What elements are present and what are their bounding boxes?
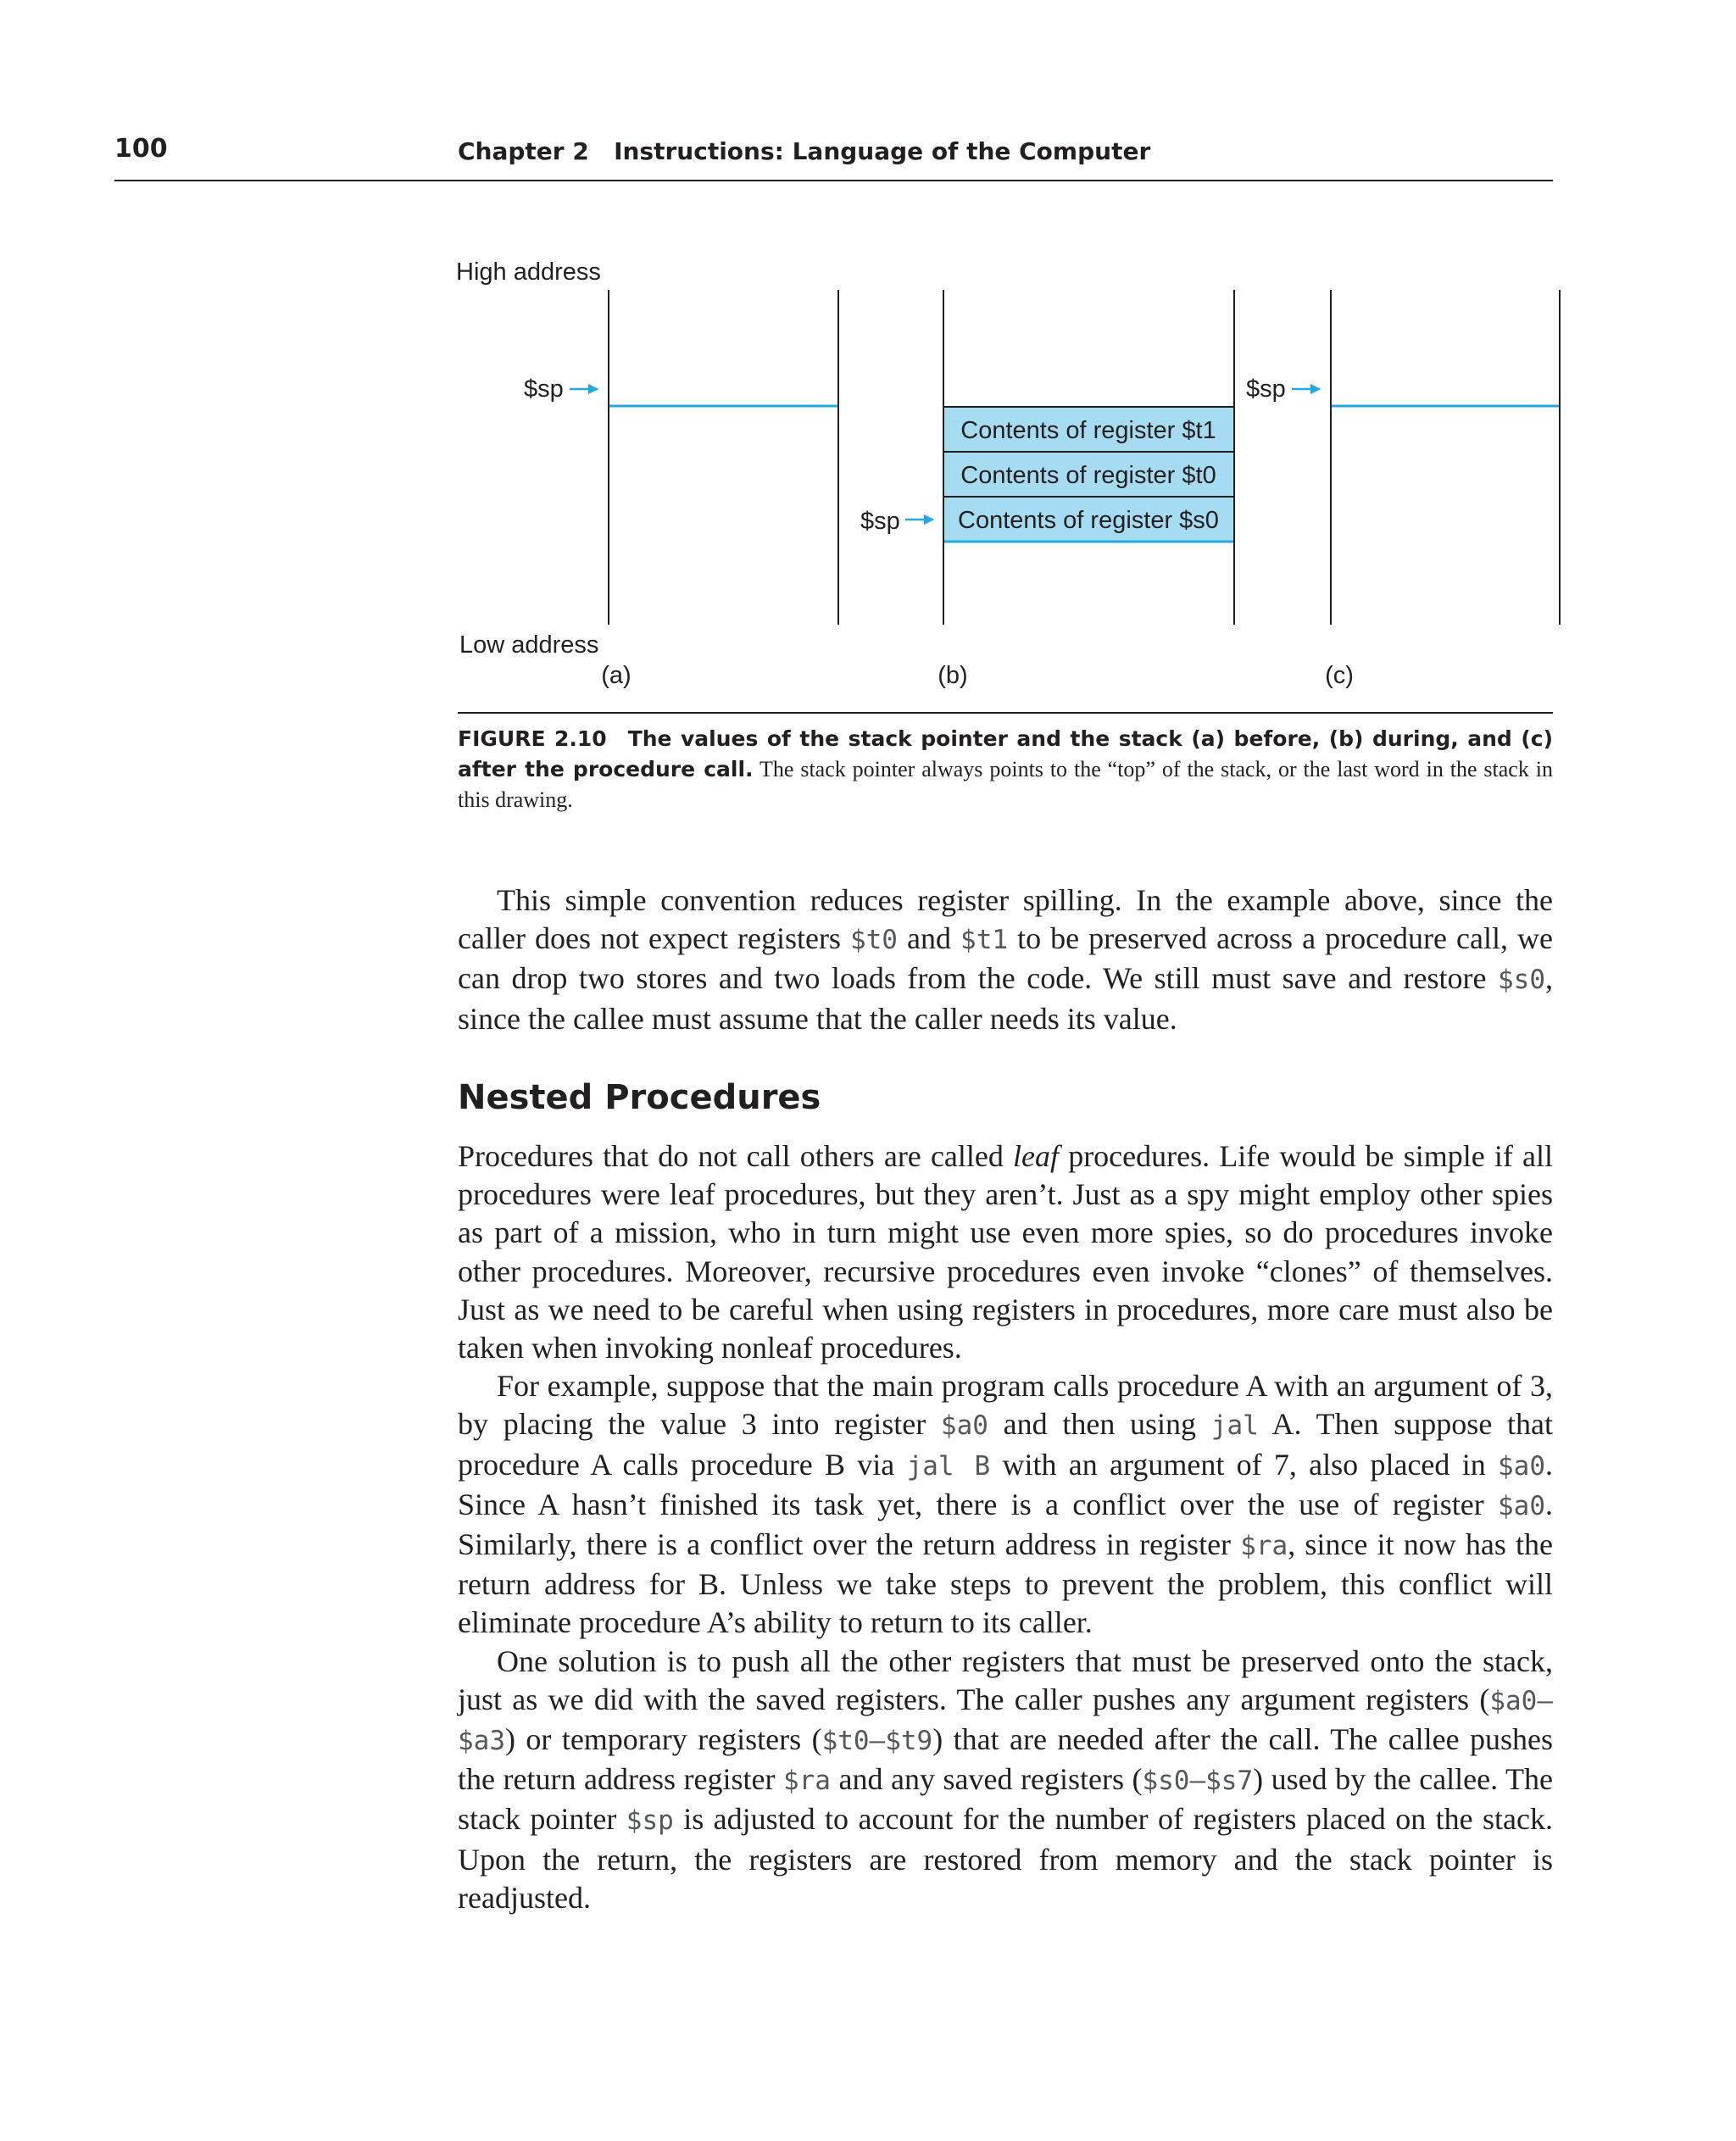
text-run: to be preserved across a procedure call, we can drop two stores and two loads from the code. We still must save and restore	[458, 921, 1553, 996]
text-run: A. Then suppose that procedure A calls procedure B via	[458, 1407, 1553, 1482]
code-jal-b: jal B	[906, 1450, 991, 1482]
text-run: One solution is to push all the other registers that must be preserved onto the stack, just as we did with the saved registers. The caller pushes any argument registers (	[458, 1643, 1553, 1716]
box-register-t1: Contents of register $t1	[960, 417, 1216, 444]
paragraph-example	[458, 1367, 1553, 1642]
caption-title: FIGURE 2.10 The values of the stack pointer and the stack (a) before, (b) during, and (c) after the procedure call.	[458, 726, 1553, 781]
text-run: and	[897, 921, 961, 956]
text-run: This simple convention reduces register spilling. In the example above, since the caller does not expect registers	[458, 883, 1553, 956]
code-s0-s7: $s0–$s7	[1142, 1766, 1254, 1797]
panel-b-sp-label: $sp	[860, 508, 900, 535]
code-ra: $ra	[782, 1766, 831, 1797]
panel-c-sp-label: $sp	[1246, 375, 1286, 403]
section-body	[458, 1137, 1553, 1917]
panel-b	[860, 290, 1234, 689]
code-a0: $a0	[1498, 1450, 1545, 1482]
text-run: Procedures that do not call others are called	[458, 1139, 1014, 1173]
text-run: procedures. Life would be simple if all procedures were leaf procedures, but they aren’t. Just as a spy might employ other spies as part of a mission, who in turn might use even more spies, so do procedures invoke other procedures. Moreover, recursive procedures even invoke “clones” of themselves. Just as we need to be careful when using registers in procedures, more care must also be taken when invoking nonleaf procedures.	[458, 1139, 1553, 1365]
panel-c-label: (c)	[1325, 662, 1354, 689]
code-a0: $a0	[1498, 1490, 1545, 1521]
text-run: . Since A hasn’t finished its task yet, there is a conflict over the use of register	[458, 1447, 1553, 1521]
panel-b-label: (b)	[938, 662, 968, 689]
paragraph-solution	[458, 1643, 1553, 1917]
text-run: is adjusted to account for the number of registers placed on the stack. Upon the return, the registers are restored from memory and the stack pointer is readjusted.	[458, 1802, 1553, 1915]
panel-c	[1246, 290, 1560, 689]
caption-text: The stack pointer always points to the “top” of the stack, or the last word in the stack in this drawing.	[458, 757, 1553, 812]
paragraph-leaf	[458, 1137, 1553, 1367]
code-jal: jal	[1210, 1410, 1259, 1442]
header-rule	[114, 180, 1553, 181]
panel-a	[524, 290, 838, 689]
text-run: , since it now has the return address for B. Unless we take steps to prevent the problem, this conflict will eliminate procedure A’s ability to return to its caller.	[458, 1527, 1553, 1640]
box-register-t0: Contents of register $t0	[960, 462, 1216, 489]
page-number: 100	[114, 134, 168, 164]
text-run: , since the callee must assume that the caller needs its value.	[458, 961, 1553, 1036]
code-ra: $ra	[1240, 1531, 1288, 1562]
code-sp: $sp	[626, 1805, 674, 1837]
panel-a-sp-label: $sp	[524, 375, 564, 403]
figure-caption	[458, 724, 1553, 815]
italic-leaf: leaf	[1013, 1139, 1060, 1173]
section-title: Nested Procedures	[458, 1078, 821, 1117]
text-run: ) or temporary registers (	[505, 1722, 822, 1757]
text-run: with an argument of 7, also placed in	[990, 1447, 1498, 1482]
paragraph-spilling	[458, 881, 1553, 1038]
code-s0: $s0	[1498, 965, 1545, 996]
code-t0-t9: $t0–$t9	[821, 1726, 933, 1757]
code-t1: $t1	[960, 925, 1009, 956]
running-header: Chapter 2 Instructions: Language of the Computer	[458, 137, 1151, 165]
text-run: and any saved registers (	[830, 1762, 1143, 1797]
caption-rule	[458, 712, 1553, 714]
panel-a-label: (a)	[601, 662, 632, 689]
code-a0-a3: $a0–$a3	[458, 1685, 1553, 1757]
code-t0: $t0	[849, 925, 898, 956]
box-register-s0: Contents of register $s0	[958, 507, 1219, 534]
text-run: For example, suppose that the main program calls procedure A with an argument of 3, by placing the value 3 into register	[458, 1369, 1553, 1442]
text-run: and then using	[988, 1407, 1211, 1442]
text-run: . Similarly, there is a conflict over the return address in register	[458, 1487, 1553, 1562]
text-run: ) that are needed after the call. The callee pushes the return address register	[458, 1722, 1554, 1797]
text-run: ) used by the callee. The stack pointer	[458, 1762, 1553, 1837]
stack-diagram	[449, 250, 1568, 708]
low-address-label: Low address	[459, 631, 599, 659]
code-a0: $a0	[940, 1410, 988, 1442]
high-address-label: High address	[456, 259, 601, 286]
